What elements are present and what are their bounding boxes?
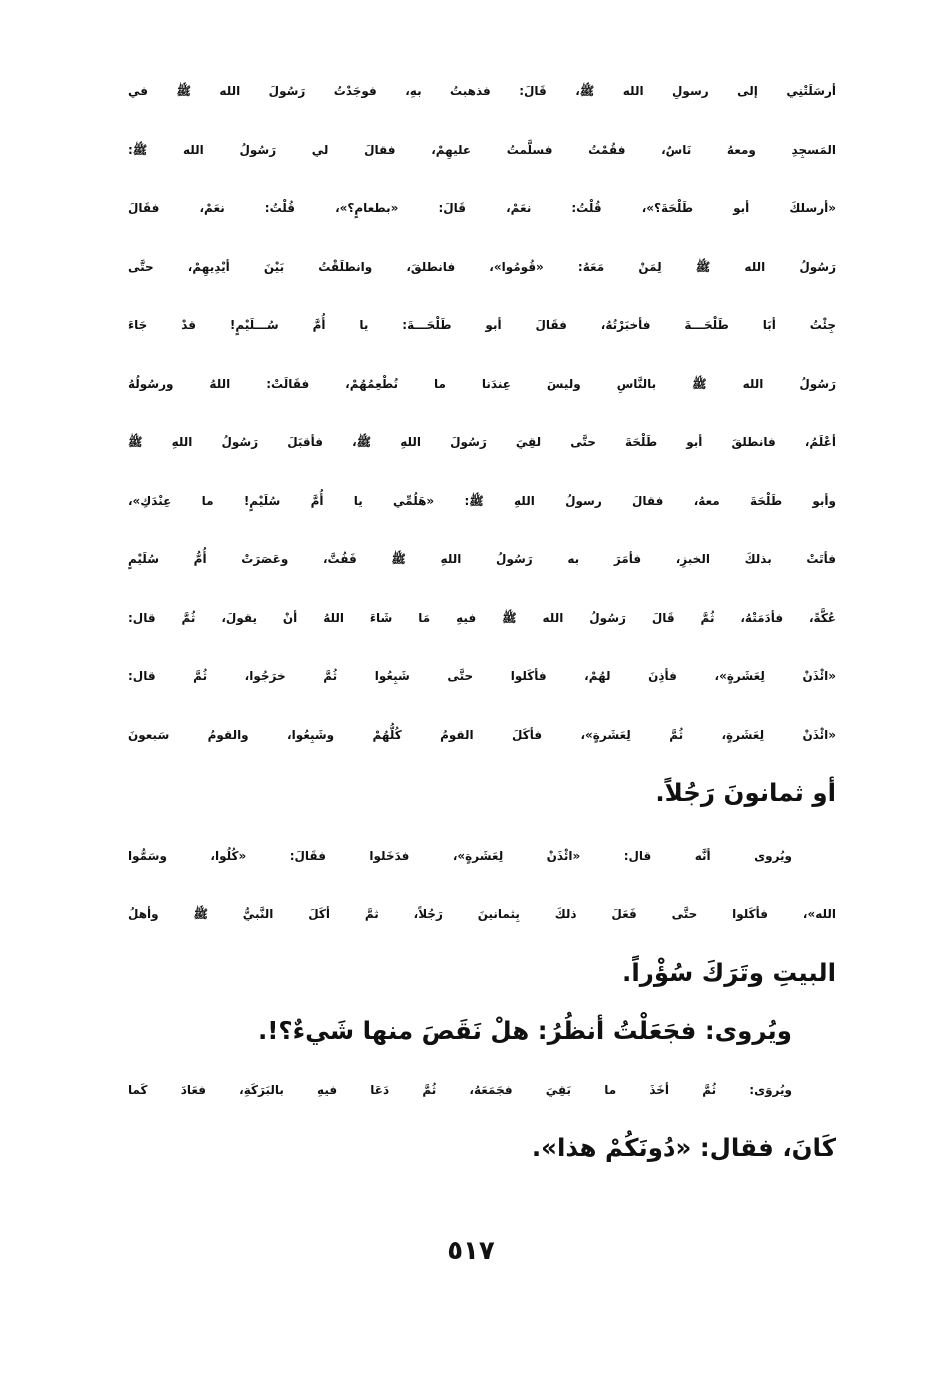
text-line: جِئْتُ أبَا طَلْحَـــةَ فأخبَرْتُهُ، فقَالَ أبو طَلْحَـــةَ: يا أُمَّ سُـــلَيْمٍ! قدْ جَاءَ — [128, 318, 836, 332]
paragraph-2 — [128, 827, 836, 1003]
text-line: وأبو طَلْحَةَ معهُ، فقالَ رسولُ اللهِ ﷺ: «هَلُمِّي يا أُمَّ سُلَيْمٍ! ما عِنْدَكِ»، — [128, 493, 836, 508]
paragraph-3 — [128, 1002, 836, 1061]
text-line: فأتَتْ بذلكَ الخبزِ، فأمَرَ به رَسُولُ اللهِ ﷺ فَفُتَّ، وعَصَرَتْ أُمُّ سُلَيْمٍ — [128, 552, 836, 566]
text-line: ويُروى: فجَعَلْتُ أنظُرُ: هلْ نَقَصَ منها شَيءٌ؟!. — [257, 1016, 792, 1045]
text-line: ويُروى أنَّه قال: «ائْذَنْ لِعَشَرةٍ»، فدَخَلوا فقَالَ: «كُلُوا، وسَمُّوا — [128, 848, 792, 863]
text-line: رَسُولُ الله ﷺ لِمَنْ مَعَهُ: «قُومُوا»، فانطلقَ، وانطلَقْتُ بَيْنَ أيْدِيهِمْ، حتَّى — [128, 259, 836, 274]
text-line: أعْلَمُ، فانطلقَ أبو طَلْحَةَ حتَّى لقِيَ رَسُولَ اللهِ ﷺ، فأقبَلَ رَسُولُ اللهِ ﷺ — [128, 435, 836, 449]
page-text — [128, 62, 836, 1178]
text-line: المَسجِدِ ومعهُ نَاسٌ، فقُمْتُ فسلَّمتُ عليهِمْ، فقالَ لي رَسُولُ الله ﷺ: — [128, 142, 836, 157]
text-line: «ائْذَنْ لِعَشَرةٍ، ثُمَّ لِعَشَرةٍ»، فأكَلَ القومُ كُلُّهُمْ وشَبِعُوا، والقومُ سَبعونَ — [128, 727, 836, 742]
text-line: «ائْذَنْ لِعَشَرةٍ»، فأذِنَ لهُمْ، فأكَلوا حتَّى شَبِعُوا ثُمَّ خرَجُوا، ثُمَّ قال: — [128, 669, 836, 683]
text-line: الله»، فأكَلوا حتَّى فَعَلَ ذلكَ بِثمانينَ رَجُلاً، ثمَّ أكَلَ النَّبيُّ ﷺ وأهلُ — [128, 907, 836, 921]
page-number: ٥١٧ — [447, 1236, 495, 1266]
text-line: ويُروَى: ثُمَّ أخَذَ ما بَقِيَ فجَمَعَهُ، ثُمَّ دَعَا فيهِ بالبَرَكَةِ، فعَادَ كَما — [128, 1082, 792, 1097]
text-line: رَسُولُ الله ﷺ بالنَّاسِ وليسَ عِندَنا ما نُطْعِمُهُمْ، فقَالَتْ: اللهُ ورسُولُهُ — [128, 376, 836, 391]
text-line: كَانَ، فقال: «دُونَكُمْ هذا». — [531, 1133, 836, 1162]
text-line: أو ثمانونَ رَجُلاً. — [655, 778, 836, 807]
paragraph-1 — [128, 62, 836, 823]
paragraph-4 — [128, 1061, 836, 1178]
text-line: عُكَّةً، فأدَمَتْهُ، ثُمَّ قَالَ رَسُولُ الله ﷺ فيهِ مَا شَاءَ اللهُ أنْ يقولَ، ثُمَّ قال: — [128, 610, 836, 625]
text-line: «أرسلكَ أبو طَلْحَةَ؟»، قُلْتُ: نعَمْ، قَالَ: «بطعامٍ؟»، قُلْتُ: نعَمْ، فقَالَ — [128, 201, 836, 215]
text-line: أرسَلَتْنِي إلى رسولِ الله ﷺ، قَالَ: فذهبتُ بهِ، فوجَدْتُ رَسُولَ الله ﷺ في — [128, 84, 836, 98]
text-line: البيتِ وتَرَكَ سُؤْراً. — [622, 957, 836, 987]
